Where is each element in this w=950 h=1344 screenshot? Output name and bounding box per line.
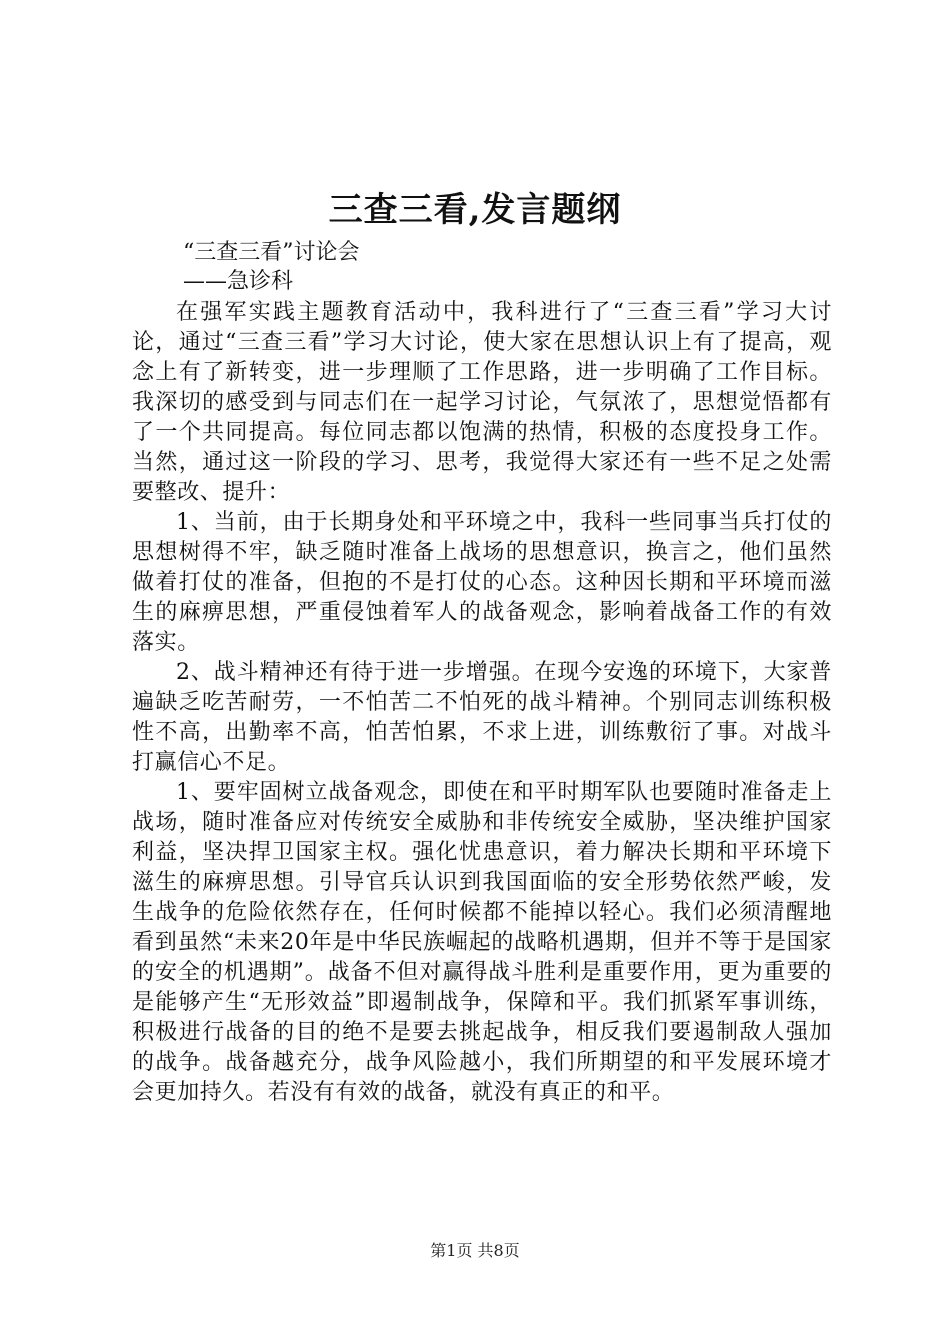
- document-body: [132, 298, 832, 1108]
- meeting-subtitle: “三查三看”讨论会: [183, 240, 360, 265]
- paragraph-measure-1: 1、要牢固树立战备观念，即使在和平时期军队也要随时准备走上战场，随时准备应对传统安全威胁和非传统安全威胁，坚决维护国家利益，坚决捍卫国家主权。强化忧患意识，着力解决长期和平环境下滋生的麻痹思想。引导官兵认识到我国面临的安全形势依然严峻，发生战争的危险依然存在，任何时候都不能掉以轻心。我们必须清醒地看到虽然“未来20年是中华民族崛起的战略机遇期，但并不等于是国家的安全的机遇期”。战备不但对赢得战斗胜利是重要作用，更为重要的是能够产生“无形效益”即遏制战争，保障和平。我们抓紧军事训练，积极进行战备的目的绝不是要去挑起战争，相反我们要遏制敌人强加的战争。战备越充分，战争风险越小，我们所期望的和平发展环境才会更加持久。若没有有效的战备，就没有真正的和平。: [132, 780, 832, 1105]
- paragraph-issue-1: 1、当前，由于长期身处和平环境之中，我科一些同事当兵打仗的思想树得不牢，缺乏随时准备上战场的思想意识，换言之，他们虽然做着打仗的准备，但抱的不是打仗的心态。这种因长期和平环境而滋生的麻痹思想，严重侵蚀着军人的战备观念，影响着战备工作的有效落实。: [132, 510, 832, 655]
- document-title: 三查三看,发言题纲: [328, 190, 622, 230]
- department-line: ——急诊科: [183, 269, 294, 294]
- page-number-footer: 第1页 共8页: [430, 1241, 520, 1260]
- paragraph-intro: 在强军实践主题教育活动中，我科进行了“三查三看”学习大讨论，通过“三查三看”学习大讨论，使大家在思想认识上有了提高，观念上有了新转变，进一步理顺了工作思路，进一步明确了工作目标。我深切的感受到与同志们在一起学习讨论，气氛浓了，思想觉悟都有了一个共同提高。每位同志都以饱满的热情，积极的态度投身工作。当然，通过这一阶段的学习、思考，我觉得大家还有一些不足之处需要整改、提升：: [132, 300, 832, 505]
- paragraph-issue-2: 2、战斗精神还有待于进一步增强。在现今安逸的环境下，大家普遍缺乏吃苦耐劳，一不怕苦二不怕死的战斗精神。个别同志训练积极性不高，出勤率不高，怕苦怕累，不求上进，训练敷衍了事。对战斗打赢信心不足。: [132, 660, 832, 775]
